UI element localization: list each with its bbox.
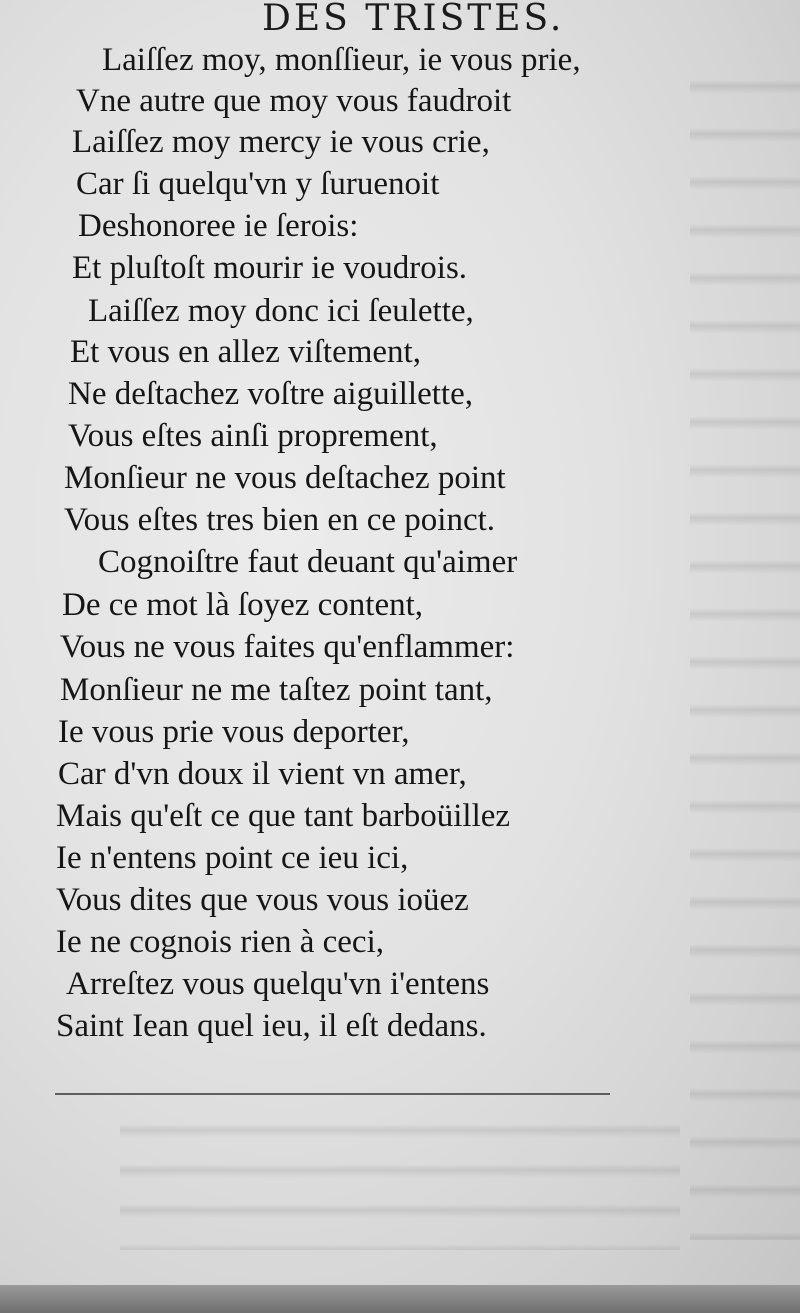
running-head: DES TRISTES. xyxy=(262,0,565,39)
poem-line: Monſieur ne me taſtez point tant, xyxy=(60,672,493,708)
show-through-text-bottom xyxy=(120,1110,680,1250)
poem-line: Laiſſez moy donc ici ſeulette, xyxy=(88,293,474,329)
poem-line: Car ſi quelqu'vn y ſuruenoit xyxy=(76,166,440,202)
poem-line: Vous ne vous faites qu'enflammer: xyxy=(60,629,515,665)
poem-line: Laiſſez moy, monſſieur, ie vous prie, xyxy=(102,42,581,78)
poem-line: Ne deſtachez voſtre aiguillette, xyxy=(68,376,473,412)
poem-line: Et pluſtoſt mourir ie voudrois. xyxy=(72,250,468,286)
poem-line: Laiſſez moy mercy ie vous crie, xyxy=(72,124,490,160)
poem-line: Ie ne cognois rien à ceci, xyxy=(56,924,385,960)
closing-rule xyxy=(55,1093,610,1095)
poem-line: Ie n'entens point ce ieu ici, xyxy=(56,840,409,876)
poem-line: Monſieur ne vous deſtachez point xyxy=(64,460,506,496)
show-through-text xyxy=(690,60,800,1240)
poem-line: Cognoiſtre faut deuant qu'aimer xyxy=(98,544,518,580)
page-edge-shadow xyxy=(0,1285,800,1313)
poem-line: Ie vous prie vous deporter, xyxy=(58,714,410,750)
poem-line: De ce mot là ſoyez content, xyxy=(62,587,424,623)
poem-line: Vne autre que moy vous faudroit xyxy=(76,83,512,119)
poem-line: Et vous en allez viſtement, xyxy=(70,334,421,370)
poem-line: Arreſtez vous quelqu'vn i'entens xyxy=(66,966,490,1002)
poem-line: Vous eſtes tres bien en ce poinct. xyxy=(64,502,496,538)
poem-line: Deshonoree ie ſerois: xyxy=(78,208,359,244)
poem-line: Car d'vn doux il vient vn amer, xyxy=(58,756,467,792)
poem-line: Vous dites que vous vous ioüez xyxy=(56,882,469,918)
poem-line: Vous eſtes ainſi proprement, xyxy=(68,418,438,454)
poem-line: Saint Iean quel ieu, il eſt dedans. xyxy=(56,1008,487,1044)
poem-line: Mais qu'eſt ce que tant barboüillez xyxy=(56,798,511,834)
